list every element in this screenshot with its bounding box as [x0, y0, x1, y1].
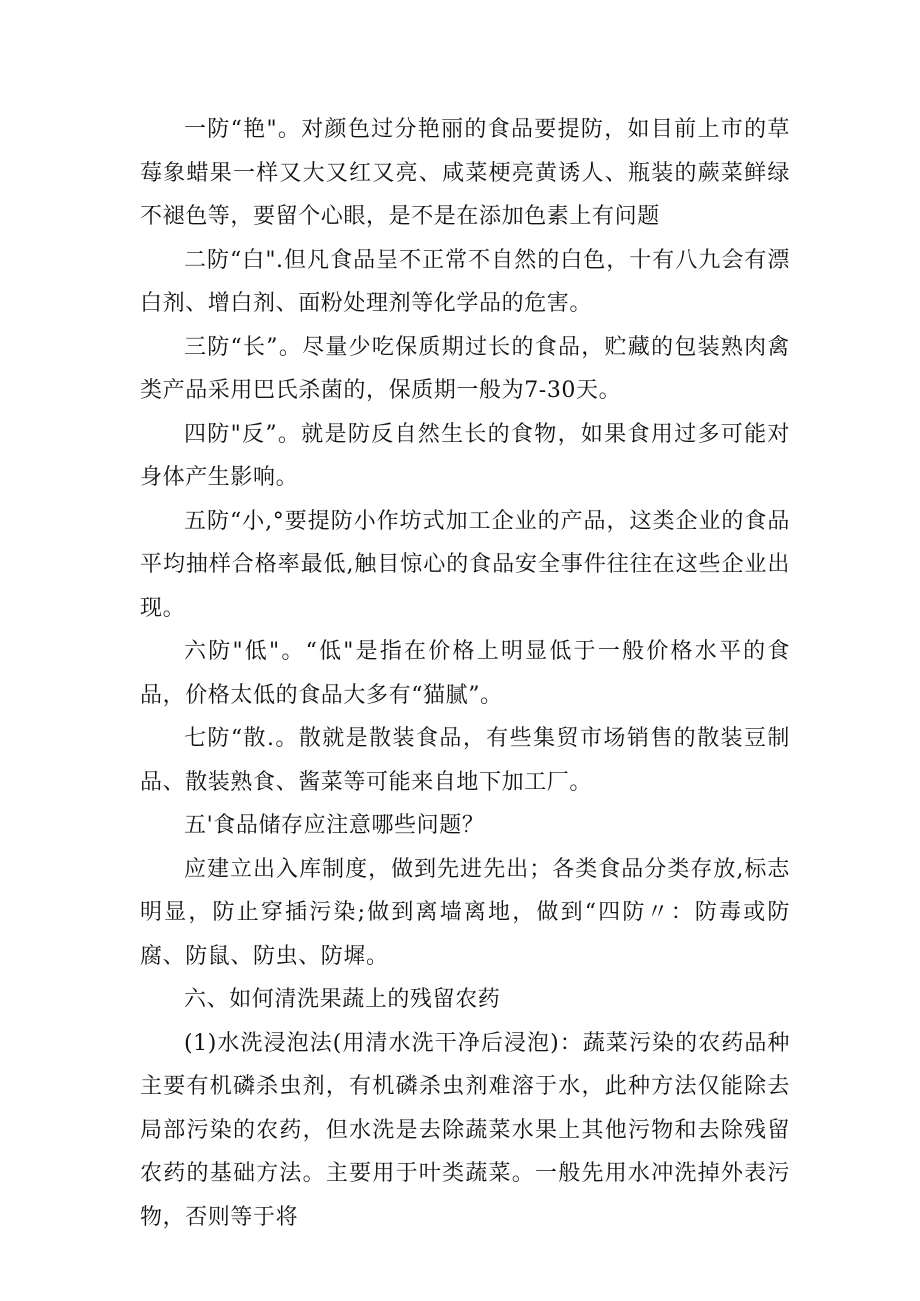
paragraph-washing-method: (1)水洗浸泡法(用清水洗干净后浸泡)：蔬菜污染的农药品种主要有机磷杀虫剂，有机磷杀虫剂难溶于水，此种方法仅能除去局部污染的农药，但水洗是去除蔬菜水果上其他污物和去除残留农药的基础方法。主要用于叶类蔬菜。一般先用水冲洗掉外表污物，否则等于将	[140, 1030, 790, 1230]
paragraph-prevent-bright: 一防“艳"。对颜色过分艳丽的食品要提防，如目前上市的草莓象蜡果一样又大又红又亮、咸菜梗亮黄诱人、瓶装的蕨菜鲜绿不褪色等，要留个心眼，是不是在添加色素上有问题	[140, 117, 790, 229]
paragraph-storage: 应建立出入库制度，做到先进先出；各类食品分类存放,标志明显，防止穿插污染;做到离墙离地，做到“四防〃：防毒或防腐、防鼠、防虫、防墀。	[140, 856, 790, 969]
paragraph-prevent-long: 三防“长”。尽量少吃保质期过长的食品，贮藏的包装熟肉禽类产品采用巴氏杀菌的，保质期一般为7-30天。	[140, 334, 790, 403]
section-heading-storage: 五'食品储存应注意哪些问题？	[184, 813, 485, 838]
paragraph-prevent-white: 二防“白".但凡食品呈不正常不自然的白色，十有八九会有漂白剂、增白剂、面粉处理剂等化学品的危害。	[140, 247, 790, 316]
paragraph-prevent-bulk: 七防“散.。散就是散装食品，有些集贸市场销售的散装豆制品、散装熟食、酱菜等可能来自地下加工厂。	[140, 726, 790, 795]
paragraph-prevent-unnatural: 四防"反”。就是防反自然生长的食物，如果食用过多可能对身体产生影响。	[140, 421, 790, 490]
document-body	[140, 108, 790, 1239]
paragraph-prevent-small: 五防“小,°要提防小作坊式加工企业的产品，这类企业的食品平均抽样合格率最低,触目惊心的食品安全事件往往在这些企业出现。	[140, 508, 790, 621]
section-heading-pesticide: 六、如何清洗果蔬上的残留农药	[184, 987, 501, 1012]
paragraph-prevent-low: 六防"低"。“低"是指在价格上明显低于一般价格水平的食品，价格太低的食品大多有“猫腻”。	[140, 639, 790, 708]
